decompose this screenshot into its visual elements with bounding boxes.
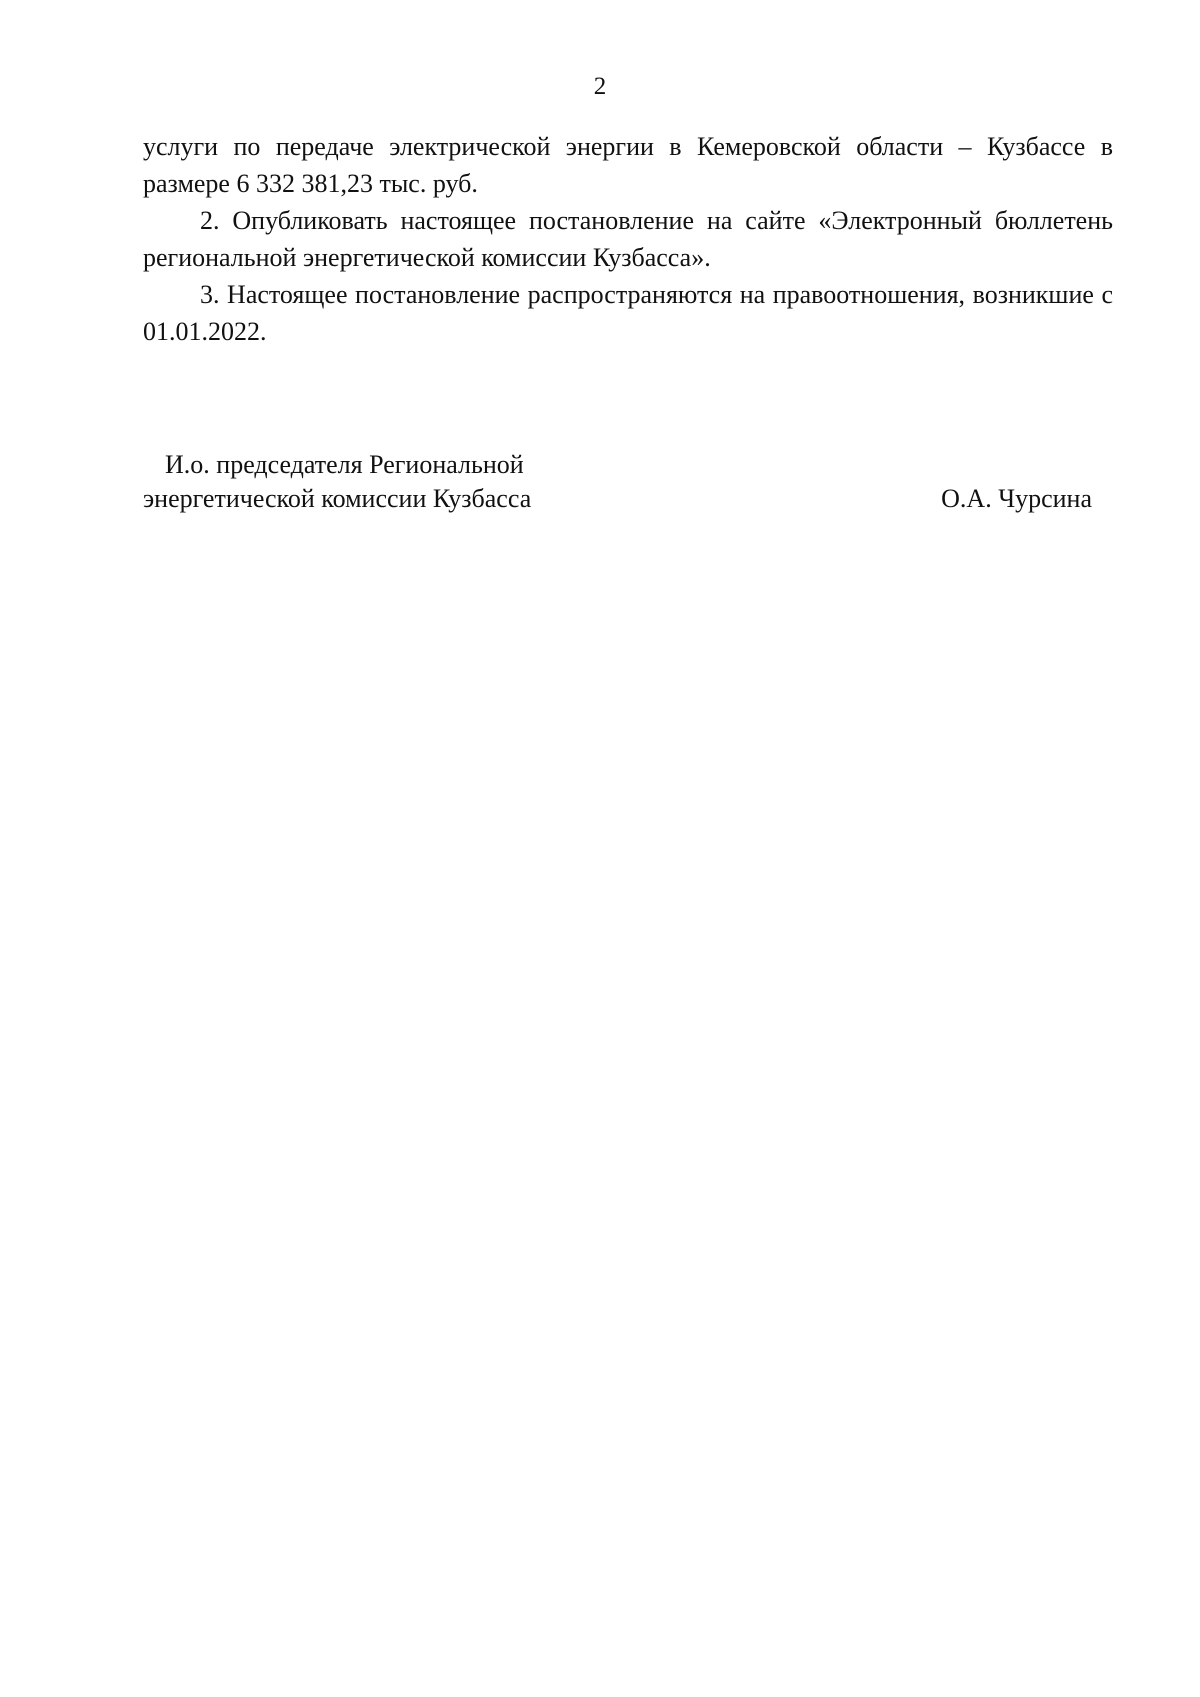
paragraph-continuation: услуги по передаче электрической энергии в Кемеровской области – Кузбассе в размере 6 332 381,23 тыс. руб. [143, 132, 1113, 198]
signatory-name: О.А. Чурсина [941, 484, 1092, 513]
page-number: 2 [593, 73, 607, 100]
signature-block [143, 448, 1113, 516]
signatory-title-line1: И.о. председателя Региональной [165, 450, 524, 479]
paragraph-item-2: 2. Опубликовать настоящее постановление на сайте «Электронный бюллетень региональной энергетической комиссии Кузбасса». [143, 206, 1113, 272]
signatory-title-line2: энергетической комиссии Кузбасса [143, 484, 532, 513]
document-body [143, 128, 1113, 350]
paragraph-item-3: 3. Настоящее постановление распространяются на правоотношения, возникшие с 01.01.2022. [143, 280, 1113, 346]
